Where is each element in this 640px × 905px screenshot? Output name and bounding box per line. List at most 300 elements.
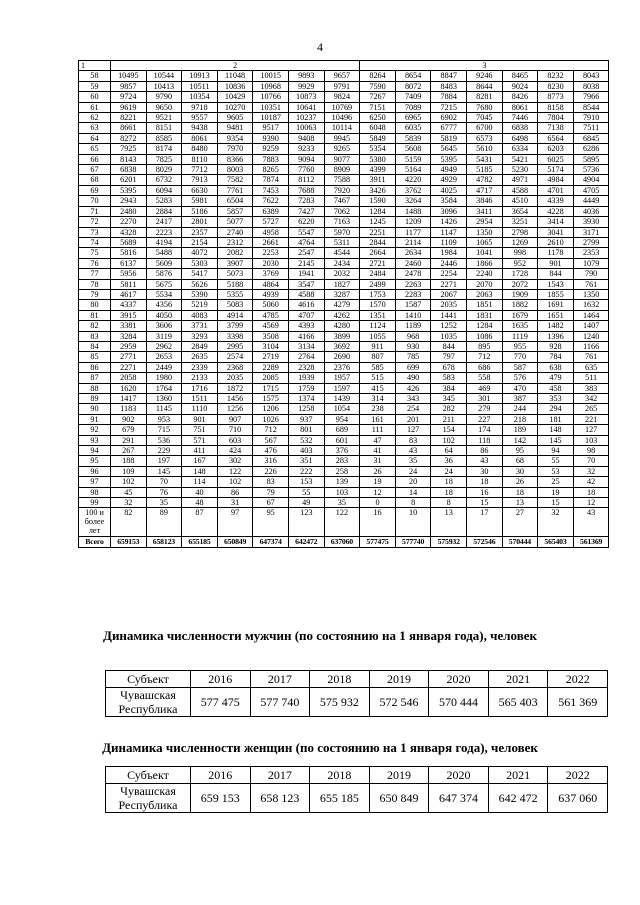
- value-cell: 712: [467, 352, 503, 362]
- men-subject-cell: Чувашская Республика: [106, 688, 191, 717]
- table-row: [79, 258, 609, 268]
- value-cell: 1183: [111, 404, 147, 414]
- value-cell: 1054: [324, 404, 360, 414]
- value-cell: 567: [253, 435, 289, 445]
- age-cell: 88: [79, 383, 111, 393]
- value-cell: 145: [146, 466, 182, 476]
- value-cell: 1855: [538, 289, 574, 299]
- value-cell: 583: [431, 373, 467, 383]
- value-cell: 1632: [573, 300, 609, 310]
- value-cell: 5839: [395, 133, 431, 143]
- value-cell: 383: [573, 383, 609, 393]
- value-cell: 148: [182, 466, 218, 476]
- value-cell: 1872: [217, 383, 253, 393]
- value-cell: 686: [467, 362, 503, 372]
- value-cell: 8: [431, 498, 467, 508]
- value-cell: 638: [538, 362, 574, 372]
- value-cell: 1284: [467, 321, 503, 331]
- value-cell: 229: [146, 446, 182, 456]
- value-cell: 1166: [573, 341, 609, 351]
- value-cell: 490: [395, 373, 431, 383]
- value-cell: 1240: [573, 331, 609, 341]
- value-cell: 3508: [253, 331, 289, 341]
- women-header-cell: 2021: [488, 767, 548, 784]
- age-cell: 75: [79, 248, 111, 258]
- value-cell: 68: [502, 456, 538, 466]
- value-cell: 2271: [111, 362, 147, 372]
- value-cell: 258: [324, 466, 360, 476]
- value-cell: 411: [182, 446, 218, 456]
- value-cell: 98: [573, 446, 609, 456]
- women-value-cell: 637 060: [548, 784, 608, 813]
- value-cell: 1258: [288, 404, 324, 414]
- value-cell: 342: [573, 394, 609, 404]
- value-cell: 4707: [288, 310, 324, 320]
- value-cell: 4782: [467, 175, 503, 185]
- value-cell: 807: [360, 352, 396, 362]
- value-cell: 6777: [431, 123, 467, 133]
- value-cell: 8: [395, 498, 431, 508]
- value-cell: 6700: [467, 123, 503, 133]
- value-cell: 9246: [467, 71, 503, 81]
- men-header-cell: Субъект: [106, 671, 191, 688]
- table-row: [79, 185, 609, 195]
- men-value-cell: 577 740: [250, 688, 310, 717]
- value-cell: 89: [146, 508, 182, 537]
- age-cell: 66: [79, 154, 111, 164]
- value-cell: 3769: [253, 269, 289, 279]
- table-row: [79, 144, 609, 154]
- value-cell: 3411: [467, 206, 503, 216]
- value-cell: 4356: [146, 300, 182, 310]
- value-cell: 7163: [324, 217, 360, 227]
- value-cell: 901: [538, 258, 574, 268]
- table-row: [79, 227, 609, 237]
- table-row-100-plus: [79, 508, 609, 537]
- value-cell: 4339: [538, 196, 574, 206]
- value-cell: 2480: [111, 206, 147, 216]
- value-cell: 102: [217, 477, 253, 487]
- value-cell: 279: [467, 404, 503, 414]
- value-cell: 1620: [111, 383, 147, 393]
- men-value-cell: 565 403: [488, 688, 548, 717]
- value-cell: 6389: [253, 206, 289, 216]
- table-row: [79, 341, 609, 351]
- value-cell: 8110: [182, 154, 218, 164]
- value-cell: 8909: [324, 165, 360, 175]
- age-cell: 74: [79, 237, 111, 247]
- value-cell: 10769: [324, 102, 360, 112]
- table-row: [79, 487, 609, 497]
- value-cell: 3104: [253, 341, 289, 351]
- value-cell: 10114: [324, 123, 360, 133]
- value-cell: 10270: [217, 102, 253, 112]
- value-cell: 64: [431, 446, 467, 456]
- value-cell: 1407: [573, 321, 609, 331]
- men-header-cell: 2019: [369, 671, 429, 688]
- value-cell: 5395: [431, 154, 467, 164]
- value-cell: 2085: [253, 373, 289, 383]
- value-cell: 9094: [288, 154, 324, 164]
- value-cell: 4166: [288, 331, 324, 341]
- value-cell: 5060: [253, 300, 289, 310]
- value-cell: 4984: [538, 175, 574, 185]
- value-cell: 1189: [395, 321, 431, 331]
- value-cell: 536: [146, 435, 182, 445]
- value-cell: 1206: [253, 404, 289, 414]
- value-cell: 3930: [573, 217, 609, 227]
- value-cell: 790: [573, 269, 609, 279]
- value-cell: 4036: [573, 206, 609, 216]
- value-cell: 25: [538, 477, 574, 487]
- value-cell: 1511: [182, 394, 218, 404]
- value-cell: 8544: [573, 102, 609, 112]
- value-cell: 6334: [502, 144, 538, 154]
- value-cell: 476: [253, 446, 289, 456]
- value-cell: 19: [538, 487, 574, 497]
- women-dynamics-table: [105, 766, 608, 813]
- value-cell: 35: [146, 498, 182, 508]
- value-cell: 8426: [502, 92, 538, 102]
- men-header-cell: 2017: [250, 671, 310, 688]
- value-cell: 9521: [146, 113, 182, 123]
- total-value-cell: 647374: [253, 537, 289, 547]
- value-cell: 226: [253, 466, 289, 476]
- table-row: [79, 394, 609, 404]
- age-cell: 67: [79, 165, 111, 175]
- value-cell: 2478: [395, 269, 431, 279]
- value-cell: 403: [288, 446, 324, 456]
- value-cell: 603: [217, 435, 253, 445]
- value-cell: 5816: [111, 248, 147, 258]
- men-header-cell: 2022: [548, 671, 608, 688]
- women-value-cell: 658 123: [250, 784, 310, 813]
- value-cell: 7688: [288, 185, 324, 195]
- value-cell: 8465: [502, 71, 538, 81]
- value-cell: 3799: [217, 321, 253, 331]
- value-cell: 5736: [573, 165, 609, 175]
- value-cell: 9790: [146, 92, 182, 102]
- table-row: [79, 383, 609, 393]
- group-header-3: 3: [360, 61, 609, 71]
- table-total-row: [79, 537, 609, 547]
- value-cell: 5876: [146, 269, 182, 279]
- value-cell: 1284: [360, 206, 396, 216]
- age-cell: 76: [79, 258, 111, 268]
- value-cell: 3846: [467, 196, 503, 206]
- value-cell: 1109: [431, 237, 467, 247]
- value-cell: 8847: [431, 71, 467, 81]
- table-row: [79, 133, 609, 143]
- women-value-cell: 659 153: [191, 784, 251, 813]
- value-cell: 5857: [217, 206, 253, 216]
- value-cell: 770: [502, 352, 538, 362]
- value-cell: 761: [573, 352, 609, 362]
- value-cell: 7045: [467, 113, 503, 123]
- women-header-cell: 2017: [250, 767, 310, 784]
- value-cell: 127: [573, 425, 609, 435]
- value-cell: 2253: [253, 248, 289, 258]
- value-cell: 5185: [467, 165, 503, 175]
- men-header-cell: 2016: [191, 671, 251, 688]
- value-cell: 6220: [288, 217, 324, 227]
- value-cell: 5083: [217, 300, 253, 310]
- value-cell: 8143: [111, 154, 147, 164]
- value-cell: 13: [431, 508, 467, 537]
- value-cell: 1716: [182, 383, 218, 393]
- value-cell: 9233: [288, 144, 324, 154]
- table-row: [79, 289, 609, 299]
- value-cell: 1350: [573, 289, 609, 299]
- value-cell: 710: [217, 425, 253, 435]
- value-cell: 715: [146, 425, 182, 435]
- value-cell: 785: [395, 352, 431, 362]
- table-row: [79, 362, 609, 372]
- value-cell: 2434: [324, 258, 360, 268]
- age-cell: 63: [79, 123, 111, 133]
- value-cell: 5186: [182, 206, 218, 216]
- value-cell: 2719: [253, 352, 289, 362]
- table-row: [79, 414, 609, 424]
- value-cell: 1119: [502, 331, 538, 341]
- value-cell: 4393: [288, 321, 324, 331]
- value-cell: 153: [288, 477, 324, 487]
- value-cell: 7138: [538, 123, 574, 133]
- value-cell: 10496: [324, 113, 360, 123]
- value-cell: 8585: [146, 133, 182, 143]
- value-cell: 8029: [146, 165, 182, 175]
- value-cell: 1827: [324, 279, 360, 289]
- value-cell: 1256: [217, 404, 253, 414]
- value-cell: 2884: [146, 206, 182, 216]
- value-cell: 1026: [253, 414, 289, 424]
- value-cell: 43: [467, 456, 503, 466]
- value-cell: 2145: [288, 258, 324, 268]
- table-row: [79, 456, 609, 466]
- value-cell: 8151: [146, 123, 182, 133]
- value-cell: 1679: [502, 310, 538, 320]
- value-cell: 5849: [360, 133, 396, 143]
- total-value-cell: 659153: [111, 537, 147, 547]
- age-cell: 60: [79, 92, 111, 102]
- value-cell: 1728: [502, 269, 538, 279]
- women-dynamics-title: Динамика численности женщин (по состоянию на 1 января года), человек: [102, 740, 538, 755]
- value-cell: 4025: [431, 185, 467, 195]
- men-header-cell: 2018: [310, 671, 370, 688]
- value-cell: 2954: [467, 217, 503, 227]
- value-cell: 123: [288, 508, 324, 537]
- table-row: [79, 466, 609, 476]
- value-cell: 4764: [288, 237, 324, 247]
- value-cell: 1178: [538, 248, 574, 258]
- value-cell: 31: [217, 498, 253, 508]
- value-cell: 4701: [538, 185, 574, 195]
- value-cell: 3907: [217, 258, 253, 268]
- value-cell: 10063: [288, 123, 324, 133]
- table-row: [79, 310, 609, 320]
- value-cell: 83: [395, 435, 431, 445]
- value-cell: 227: [467, 414, 503, 424]
- value-cell: 5159: [395, 154, 431, 164]
- value-cell: 1980: [146, 373, 182, 383]
- table-row: [79, 331, 609, 341]
- value-cell: 2072: [502, 279, 538, 289]
- value-cell: 145: [538, 435, 574, 445]
- value-cell: 5395: [111, 185, 147, 195]
- value-cell: 2223: [146, 227, 182, 237]
- value-cell: 83: [253, 477, 289, 487]
- value-cell: 9650: [146, 102, 182, 112]
- age-cell: 84: [79, 341, 111, 351]
- table-row: [79, 81, 609, 91]
- value-cell: 5188: [217, 279, 253, 289]
- table-row: [79, 217, 609, 227]
- value-cell: 7427: [288, 206, 324, 216]
- value-cell: 2634: [395, 248, 431, 258]
- value-cell: 222: [288, 466, 324, 476]
- value-cell: 26: [360, 466, 396, 476]
- value-cell: 42: [573, 477, 609, 487]
- value-cell: 2417: [146, 217, 182, 227]
- value-cell: 24: [395, 466, 431, 476]
- value-cell: 18: [502, 487, 538, 497]
- value-cell: 35: [395, 456, 431, 466]
- value-cell: 376: [324, 446, 360, 456]
- value-cell: 1482: [538, 321, 574, 331]
- value-cell: 3731: [182, 321, 218, 331]
- table-row: [79, 435, 609, 445]
- age-cell: 94: [79, 446, 111, 456]
- value-cell: 5895: [573, 154, 609, 164]
- table-row: [79, 279, 609, 289]
- value-cell: 5626: [182, 279, 218, 289]
- value-cell: 2499: [360, 279, 396, 289]
- value-cell: 907: [217, 414, 253, 424]
- age-cell: 97: [79, 477, 111, 487]
- age-cell: 80: [79, 300, 111, 310]
- value-cell: 1110: [182, 404, 218, 414]
- value-cell: 30: [467, 466, 503, 476]
- value-cell: 35: [324, 498, 360, 508]
- value-cell: 7966: [573, 92, 609, 102]
- women-data-row: [106, 784, 608, 813]
- age-cell: 71: [79, 206, 111, 216]
- value-cell: 2254: [431, 269, 467, 279]
- value-cell: 7920: [324, 185, 360, 195]
- value-cell: 4588: [288, 289, 324, 299]
- value-cell: 937: [288, 414, 324, 424]
- value-cell: 1441: [431, 310, 467, 320]
- value-cell: 585: [360, 362, 396, 372]
- value-cell: 7680: [467, 102, 503, 112]
- value-cell: 45: [111, 487, 147, 497]
- value-cell: 2154: [182, 237, 218, 247]
- value-cell: 7913: [182, 175, 218, 185]
- value-cell: 1587: [395, 300, 431, 310]
- women-value-cell: 650 849: [369, 784, 429, 813]
- total-value-cell: 655185: [182, 537, 218, 547]
- table-row: [79, 498, 609, 508]
- value-cell: 9265: [324, 144, 360, 154]
- value-cell: 955: [502, 341, 538, 351]
- value-cell: 4228: [538, 206, 574, 216]
- value-cell: 1651: [538, 310, 574, 320]
- value-cell: 4072: [182, 248, 218, 258]
- value-cell: 8483: [431, 81, 467, 91]
- age-cell: 100 и более лет: [79, 508, 111, 537]
- value-cell: 26: [502, 477, 538, 487]
- value-cell: 67: [253, 498, 289, 508]
- value-cell: 4785: [253, 310, 289, 320]
- age-population-table: [78, 60, 609, 548]
- group-header-1: 1: [79, 61, 111, 71]
- total-value-cell: 565403: [538, 537, 574, 547]
- value-cell: 6137: [111, 258, 147, 268]
- value-cell: 189: [502, 425, 538, 435]
- value-cell: 10873: [288, 92, 324, 102]
- age-cell: 69: [79, 185, 111, 195]
- value-cell: 9605: [217, 113, 253, 123]
- age-cell: 79: [79, 289, 111, 299]
- value-cell: 4616: [288, 300, 324, 310]
- value-cell: 8174: [146, 144, 182, 154]
- age-cell: 77: [79, 269, 111, 279]
- value-cell: 2063: [467, 289, 503, 299]
- value-cell: 2357: [182, 227, 218, 237]
- value-cell: 10913: [182, 71, 218, 81]
- value-cell: 4220: [395, 175, 431, 185]
- value-cell: 9259: [253, 144, 289, 154]
- value-cell: 6286: [573, 144, 609, 154]
- age-cell: 78: [79, 279, 111, 289]
- age-cell: 72: [79, 217, 111, 227]
- value-cell: 181: [538, 414, 574, 424]
- value-cell: 3293: [182, 331, 218, 341]
- value-cell: 1426: [431, 217, 467, 227]
- age-cell: 98: [79, 487, 111, 497]
- value-cell: 1065: [467, 237, 503, 247]
- value-cell: 3134: [288, 341, 324, 351]
- value-cell: 19: [360, 477, 396, 487]
- value-cell: 2339: [182, 362, 218, 372]
- age-cell: 90: [79, 404, 111, 414]
- value-cell: 10237: [288, 113, 324, 123]
- value-cell: 930: [395, 341, 431, 351]
- value-cell: 2058: [111, 373, 147, 383]
- value-cell: 9929: [288, 81, 324, 91]
- table-row: [79, 352, 609, 362]
- value-cell: 784: [538, 352, 574, 362]
- value-cell: 1759: [288, 383, 324, 393]
- value-cell: 9390: [253, 133, 289, 143]
- age-cell: 81: [79, 310, 111, 320]
- men-value-cell: 572 546: [369, 688, 429, 717]
- total-value-cell: 572546: [467, 537, 503, 547]
- value-cell: 6965: [395, 113, 431, 123]
- value-cell: 188: [111, 456, 147, 466]
- value-cell: 1035: [431, 331, 467, 341]
- value-cell: 10968: [253, 81, 289, 91]
- value-cell: 10836: [217, 81, 253, 91]
- value-cell: 8232: [538, 71, 574, 81]
- value-cell: 6498: [502, 133, 538, 143]
- value-cell: 102: [111, 477, 147, 487]
- value-cell: 1866: [467, 258, 503, 268]
- value-cell: 1439: [324, 394, 360, 404]
- value-cell: 6564: [538, 133, 574, 143]
- value-cell: 9857: [111, 81, 147, 91]
- table-row: [79, 373, 609, 383]
